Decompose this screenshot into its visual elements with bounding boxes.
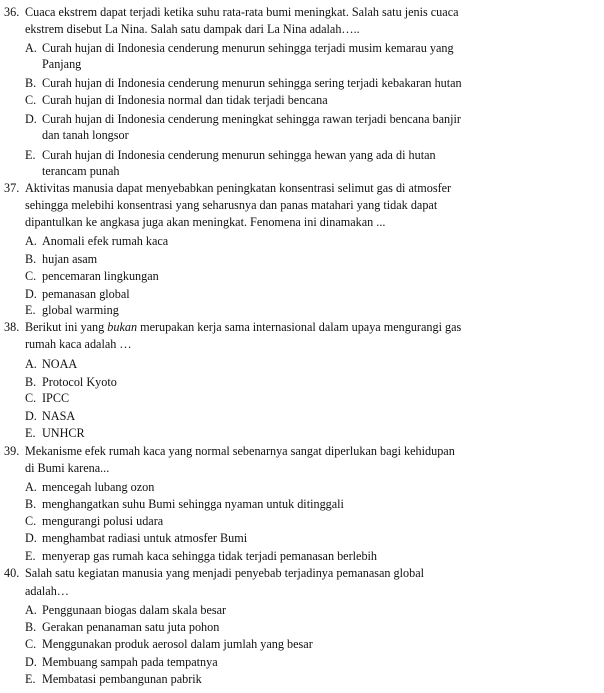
option-letter: E. — [25, 426, 36, 440]
option-text: Menggunakan produk aerosol dalam jumlah yang besar — [42, 637, 313, 651]
option-letter: A. — [25, 603, 37, 617]
question-text: adalah… — [25, 584, 69, 598]
question-text: Aktivitas manusia dapat menyebabkan peningkatan konsentrasi selimut gas di atmosfer — [25, 181, 452, 195]
question-number: 37. — [4, 181, 20, 195]
option-letter: E. — [25, 549, 36, 563]
question-number: 40. — [4, 566, 20, 580]
option-text: Curah hujan di Indonesia cenderung meningkat sehingga rawan terjadi bencana banjir — [42, 112, 461, 126]
option-text: Curah hujan di Indonesia cenderung menurun sehingga hewan yang ada di hutan — [42, 148, 436, 162]
question-text: rumah kaca adalah … — [25, 337, 132, 351]
option-letter: D. — [25, 112, 37, 126]
question-number: 36. — [4, 5, 20, 19]
option-text: global warming — [42, 303, 119, 317]
option-text: UNHCR — [42, 426, 85, 440]
option-text: pemanasan global — [42, 287, 130, 301]
option-text: menghangatkan suhu Bumi sehingga nyaman untuk ditinggali — [42, 497, 344, 511]
option-letter: C. — [25, 637, 37, 651]
option-letter: E. — [25, 303, 36, 317]
question-text — [25, 319, 461, 335]
question-text: dipantulkan ke angkasa juga akan meningkat. Fenomena ini dinamakan ... — [25, 215, 386, 229]
option-text: Curah hujan di Indonesia cenderung menurun sehingga sering terjadi kebakaran hutan — [42, 76, 462, 90]
option-letter: A. — [25, 357, 37, 371]
option-letter: B. — [25, 620, 37, 634]
question-text: ekstrem disebut La Nina. Salah satu dampak dari La Nina adalah….. — [25, 22, 360, 36]
option-letter: B. — [25, 76, 37, 90]
option-text: Panjang — [42, 57, 82, 71]
option-letter: E. — [25, 148, 36, 162]
option-letter: D. — [25, 409, 37, 423]
option-text: Anomali efek rumah kaca — [42, 234, 169, 248]
option-text: dan tanah longsor — [42, 128, 129, 142]
option-text: IPCC — [42, 391, 70, 405]
option-text: Protocol Kyoto — [42, 375, 117, 389]
option-letter: E. — [25, 672, 36, 686]
option-letter: A. — [25, 480, 37, 494]
option-text: mengurangi polusi udara — [42, 514, 164, 528]
option-letter: D. — [25, 655, 37, 669]
question-text: Cuaca ekstrem dapat terjadi ketika suhu rata-rata bumi meningkat. Salah satu jenis cuaca — [25, 5, 459, 19]
option-letter: B. — [25, 497, 37, 511]
option-text: menyerap gas rumah kaca sehingga tidak terjadi pemanasan berlebih — [42, 549, 378, 563]
option-letter: C. — [25, 93, 37, 107]
option-text: Penggunaan biogas dalam skala besar — [42, 603, 227, 617]
option-text: NASA — [42, 409, 76, 423]
option-text: Curah hujan di Indonesia normal dan tidak terjadi bencana — [42, 93, 328, 107]
emphasis-word: bukan — [107, 320, 138, 334]
option-text: Curah hujan di Indonesia cenderung menurun sehingga terjadi musim kemarau yang — [42, 41, 454, 55]
option-letter: D. — [25, 287, 37, 301]
option-text: Membuang sampah pada tempatnya — [42, 655, 218, 669]
question-text: sehingga melebihi konsentrasi yang seharusnya dan panas matahari yang tidak dapat — [25, 198, 438, 212]
option-text: hujan asam — [42, 252, 98, 266]
option-text: Gerakan penanaman satu juta pohon — [42, 620, 220, 634]
question-text: Salah satu kegiatan manusia yang menjadi penyebab terjadinya pemanasan global — [25, 566, 425, 580]
option-letter: B. — [25, 252, 37, 266]
option-text: pencemaran lingkungan — [42, 269, 159, 283]
option-letter: B. — [25, 375, 37, 389]
question-number: 39. — [4, 444, 20, 458]
question-text-part: merupakan kerja sama internasional dalam upaya mengurangi gas — [137, 320, 462, 334]
option-text: mencegah lubang ozon — [42, 480, 155, 494]
question-text-part: Berikut ini yang — [25, 320, 108, 334]
option-letter: D. — [25, 531, 37, 545]
option-letter: C. — [25, 269, 37, 283]
question-text: Mekanisme efek rumah kaca yang normal sebenarnya sangat diperlukan bagi kehidupan — [25, 444, 455, 458]
option-letter: C. — [25, 514, 37, 528]
option-text: menghambat radiasi untuk atmosfer Bumi — [42, 531, 248, 545]
option-text: terancam punah — [42, 164, 120, 178]
question-text: di Bumi karena... — [25, 461, 110, 475]
option-text: Membatasi pembangunan pabrik — [42, 672, 202, 686]
option-letter: A. — [25, 234, 37, 248]
option-text: NOAA — [42, 357, 78, 371]
option-letter: C. — [25, 391, 37, 405]
option-letter: A. — [25, 41, 37, 55]
question-number: 38. — [4, 320, 20, 334]
